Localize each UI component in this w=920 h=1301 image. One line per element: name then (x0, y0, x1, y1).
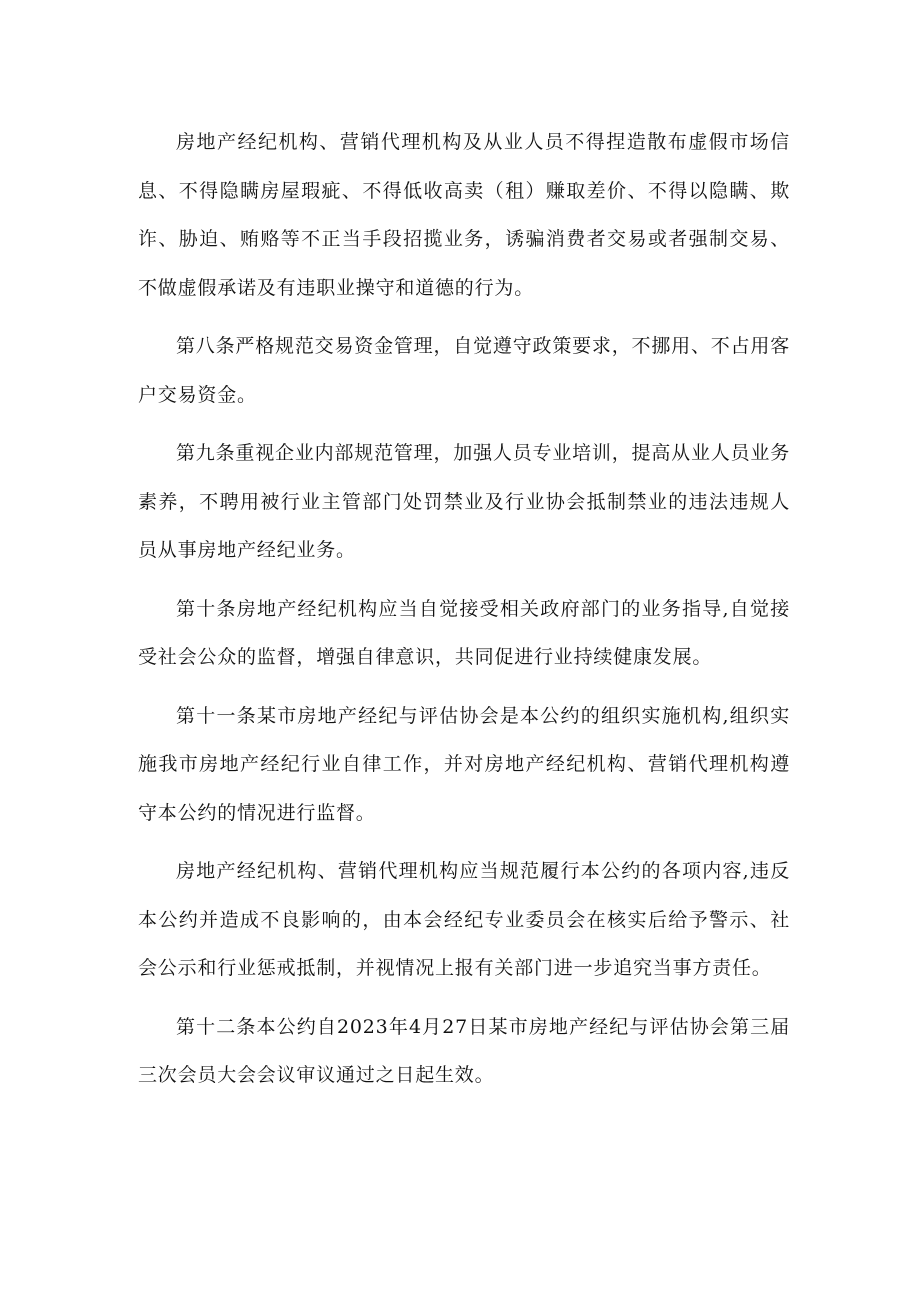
paragraph-article-9: 第九条重视企业内部规范管理，加强人员专业培训，提高从业人员业务素养，不聘用被行业主管部门处罚禁业及行业协会抵制禁业的违法违规人员从事房地产经纪业务。 (138, 442, 790, 561)
paragraph-article-8: 第八条严格规范交易资金管理，自觉遵守政策要求，不挪用、不占用客户交易资金。 (138, 335, 790, 406)
document-body (138, 118, 790, 1110)
paragraph-article-10: 第十条房地产经纪机构应当自觉接受相关政府部门的业务指导,自觉接受社会公众的监督，增强自律意识，共同促进行业持续健康发展。 (138, 597, 790, 668)
paragraph-article-12: 第十二条本公约自2023年4月27日某市房地产经纪与评估协会第三届三次会员大会会议审议通过之日起生效。 (138, 1015, 790, 1086)
paragraph-article-11: 第十一条某市房地产经纪与评估协会是本公约的组织实施机构,组织实施我市房地产经纪行业自律工作，并对房地产经纪机构、营销代理机构遵守本公约的情况进行监督。 (138, 704, 790, 824)
paragraph-violations: 房地产经纪机构、营销代理机构应当规范履行本公约的各项内容,违反本公约并造成不良影响的，由本会经纪专业委员会在核实后给予警示、社会公示和行业惩戒抵制，并视情况上报有关部门进一步追究当事方责任。 (138, 860, 790, 979)
paragraph-misconduct: 房地产经纪机构、营销代理机构及从业人员不得捏造散布虚假市场信息、不得隐瞒房屋瑕疵、不得低收高卖（租）赚取差价、不得以隐瞒、欺诈、胁迫、贿赂等不正当手段招揽业务，诱骗消费者交易或者强制交易、不做虚假承诺及有违职业操守和道德的行为。 (138, 131, 790, 299)
